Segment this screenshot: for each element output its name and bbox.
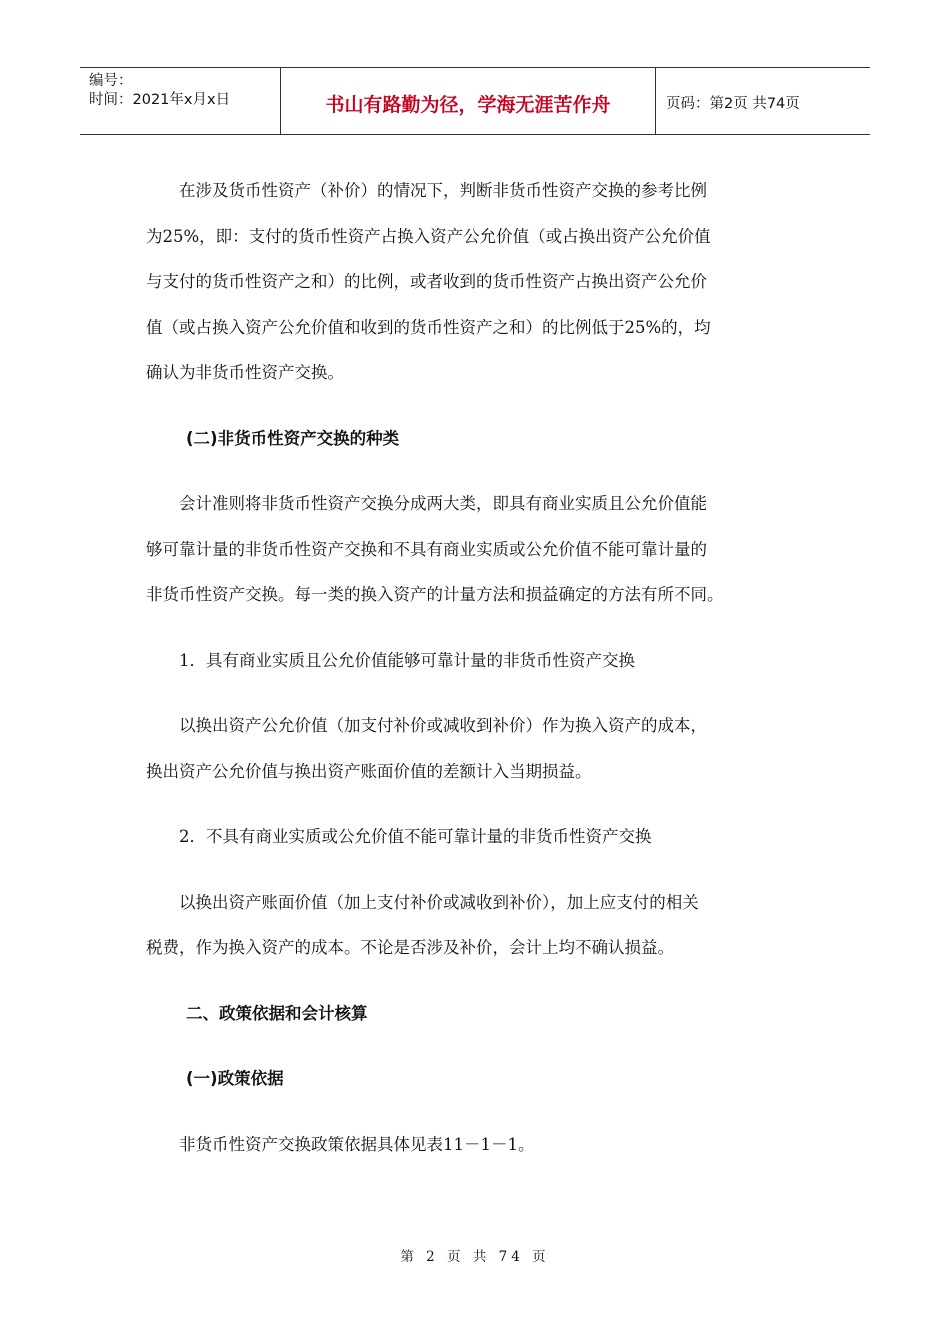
number-label: 编号：	[89, 73, 133, 89]
text-line: 在涉及货币性资产（补价）的情况下，判断非货币性资产交换的参考比例	[179, 181, 707, 200]
text-line: 够可靠计量的非货币性资产交换和不具有商业实质或公允价值不能可靠计量的	[146, 539, 707, 559]
text-line: 1．具有商业实质且公允价值能够可靠计量的非货币性资产交换	[179, 650, 635, 670]
header-page-info: 页码：第2页 共74页	[666, 95, 800, 112]
text-line: 以换出资产公允价值（加支付补价或减收到补价）作为换入资产的成本，	[179, 716, 707, 735]
section-heading-types: (二)非货币性资产交换的种类	[186, 428, 400, 448]
document-body	[146, 168, 806, 1187]
text-line: 确认为非货币性资产交换。	[146, 363, 344, 382]
text-line: 与支付的货币性资产之和）的比例，或者收到的货币性资产占换出资产公允价	[146, 272, 707, 291]
paragraph-item-2	[146, 814, 806, 860]
subsection-heading-basis: (一)政策依据	[186, 1069, 284, 1088]
paragraph-ratio	[146, 168, 806, 396]
paragraph-item-1-detail	[146, 703, 806, 794]
paragraph-table-reference	[146, 1122, 806, 1168]
page-header	[80, 67, 870, 135]
text-line: 税费，作为换入资产的成本。不论是否涉及补价，会计上均不确认损益。	[146, 938, 674, 957]
header-meta	[80, 68, 281, 134]
paragraph-item-1	[146, 638, 806, 684]
text-line: 2．不具有商业实质或公允价值不能可靠计量的非货币性资产交换	[179, 827, 652, 846]
section-heading-policy: 二、政策依据和会计核算	[186, 1003, 368, 1023]
paragraph-categories	[146, 481, 806, 618]
text-line: 会计准则将非货币性资产交换分成两大类，即具有商业实质且公允价值能	[179, 494, 707, 513]
text-line: 值（或占换入资产公允价值和收到的货币性资产之和）的比例低于25%的，均	[146, 317, 711, 337]
text-line: 非货币性资产交换。每一类的换入资产的计量方法和损益确定的方法有所不同。	[146, 585, 724, 604]
text-line: 非货币性资产交换政策依据具体见表11－1－1。	[179, 1134, 535, 1154]
text-line: 以换出资产账面价值（加上支付补价或减收到补价），加上应支付的相关	[179, 892, 699, 912]
time-label: 时间：2021年x月x日	[89, 92, 231, 108]
paragraph-item-2-detail	[146, 880, 806, 971]
text-line: 换出资产公允价值与换出资产账面价值的差额计入当期损益。	[146, 761, 592, 781]
text-line: 为25%，即：支付的货币性资产占换入资产公允价值（或占换出资产公允价值	[146, 226, 711, 246]
page-footer: 第 2 页 共 74 页	[400, 1249, 550, 1265]
header-motto: 书山有路勤为径，学海无涯苦作舟	[281, 68, 656, 134]
